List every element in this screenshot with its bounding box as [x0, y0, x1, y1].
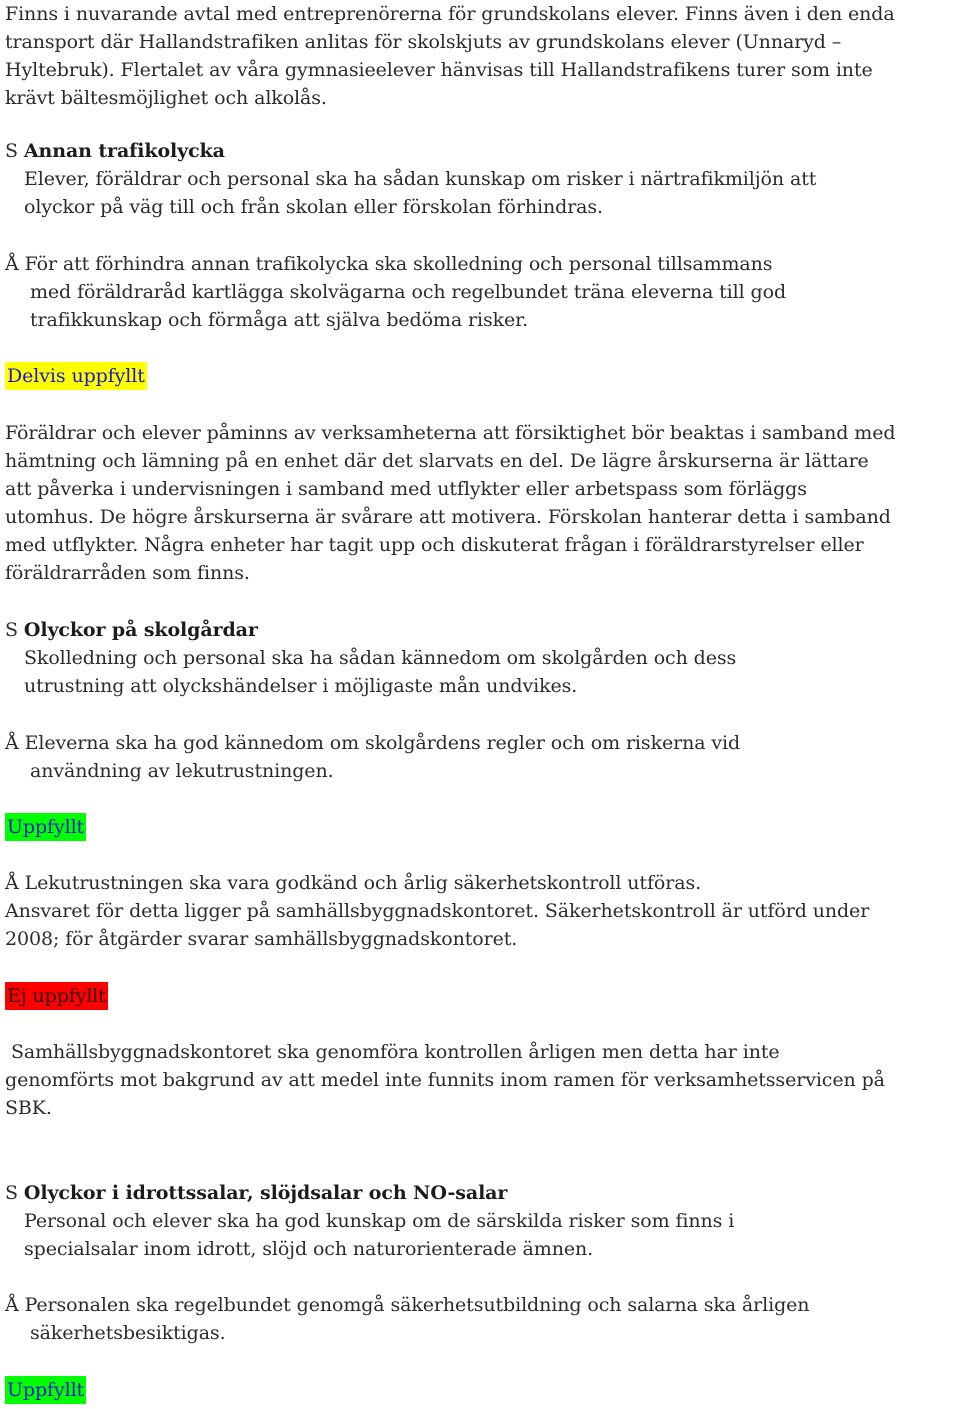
section-heading [5, 1179, 956, 1207]
comment-line: föräldrarråden som finns. [5, 562, 250, 584]
action-item [5, 1291, 956, 1347]
goal-line: Elever, föräldrar och personal ska ha sådan kunskap om risker i närtrafikmiljön att [24, 168, 817, 190]
action-text: Personalen ska regelbundet genomgå säkerhetsutbildning och salarna ska årligen [24, 1294, 810, 1316]
intro-line: Hyltebruk). Flertalet av våra gymnasieelever hänvisas till Hallandstrafikens turer som inte [5, 59, 873, 81]
action-text: säkerhetsbesiktigas. [30, 1322, 226, 1344]
action-text: trafikkunskap och förmåga att själva bedöma risker. [30, 309, 529, 331]
section-olyckor-pa-skolgardar [5, 616, 956, 700]
status-badge: Ej uppfyllt [5, 982, 108, 1010]
goal-line: specialsalar inom idrott, slöjd och naturorienterade ämnen. [24, 1238, 594, 1260]
comment-line: Föräldrar och elever påminns av verksamheterna att försiktighet bör beaktas i samband med [5, 422, 896, 444]
status-row [5, 982, 956, 1010]
intro-line: krävt bältesmöjlighet och alkolås. [5, 87, 327, 109]
status-badge: Uppfyllt [5, 813, 86, 841]
action-marker: Å [5, 253, 19, 275]
action-marker: Å [5, 732, 19, 754]
goal-line: utrustning att olyckshändelser i möjligaste mån undvikes. [24, 675, 578, 697]
section-annan-trafikolycka [5, 137, 956, 221]
comment-paragraph [5, 1038, 956, 1122]
section-marker: S [5, 1182, 18, 1204]
comment-line: hämtning och lämning på en enhet där det slarvats en del. De lägre årskurserna är lättare [5, 450, 869, 472]
status-row [5, 362, 956, 390]
action-item [5, 250, 956, 334]
section-title: Olyckor på skolgårdar [23, 619, 258, 641]
comment-line: genomförts mot bakgrund av att medel inte funnits inom ramen för verksamhetsservicen på [5, 1069, 885, 1091]
action-continuation: 2008; för åtgärder svarar samhällsbyggnadskontoret. [5, 928, 518, 950]
status-row [5, 813, 956, 841]
section-heading [5, 137, 956, 165]
section-marker: S [5, 140, 18, 162]
comment-line: utomhus. De högre årskurserna är svårare att motivera. Förskolan hanterar detta i samband [5, 506, 891, 528]
section-olyckor-i-idrottssalar [5, 1179, 956, 1263]
action-text: För att förhindra annan trafikolycka ska skolledning och personal tillsammans [24, 253, 773, 275]
section-heading [5, 616, 956, 644]
action-text: med föräldraråd kartlägga skolvägarna och regelbundet träna eleverna till god [30, 281, 787, 303]
status-badge: Delvis uppfyllt [5, 362, 147, 390]
action-text: Lekutrustningen ska vara godkänd och årlig säkerhetskontroll utföras. [24, 872, 702, 894]
intro-line: transport där Hallandstrafiken anlitas för skolskjuts av grundskolans elever (Unnaryd – [5, 31, 842, 53]
action-text: Eleverna ska ha god kännedom om skolgårdens regler och om riskerna vid [24, 732, 741, 754]
action-text: användning av lekutrustningen. [30, 760, 334, 782]
section-marker: S [5, 619, 18, 641]
action-continuation: Ansvaret för detta ligger på samhällsbyggnadskontoret. Säkerhetskontroll är utförd under [5, 900, 870, 922]
action-marker: Å [5, 1294, 19, 1316]
intro-paragraph [5, 0, 956, 112]
status-row [5, 1376, 956, 1404]
goal-line: Skolledning och personal ska ha sådan kännedom om skolgården och dess [24, 647, 737, 669]
comment-line: Samhällsbyggnadskontoret ska genomföra kontrollen årligen men detta har inte [5, 1041, 780, 1063]
section-title: Olyckor i idrottssalar, slöjdsalar och NO-salar [23, 1182, 508, 1204]
comment-line: med utflykter. Några enheter har tagit upp och diskuterat frågan i föräldrarstyrelser eller [5, 534, 864, 556]
action-marker: Å [5, 872, 19, 894]
comment-line: att påverka i undervisningen i samband med utflykter eller arbetspass som förläggs [5, 478, 807, 500]
comment-line: SBK. [5, 1097, 52, 1119]
intro-line: Finns i nuvarande avtal med entreprenörerna för grundskolans elever. Finns även i den enda [5, 3, 895, 25]
action-item [5, 869, 956, 953]
comment-paragraph [5, 419, 956, 587]
goal-line: Personal och elever ska ha god kunskap om de särskilda risker som finns i [24, 1210, 735, 1232]
action-item [5, 729, 956, 785]
section-title: Annan trafikolycka [23, 140, 225, 162]
status-badge: Uppfyllt [5, 1376, 86, 1404]
goal-line: olyckor på väg till och från skolan eller förskolan förhindras. [24, 196, 603, 218]
